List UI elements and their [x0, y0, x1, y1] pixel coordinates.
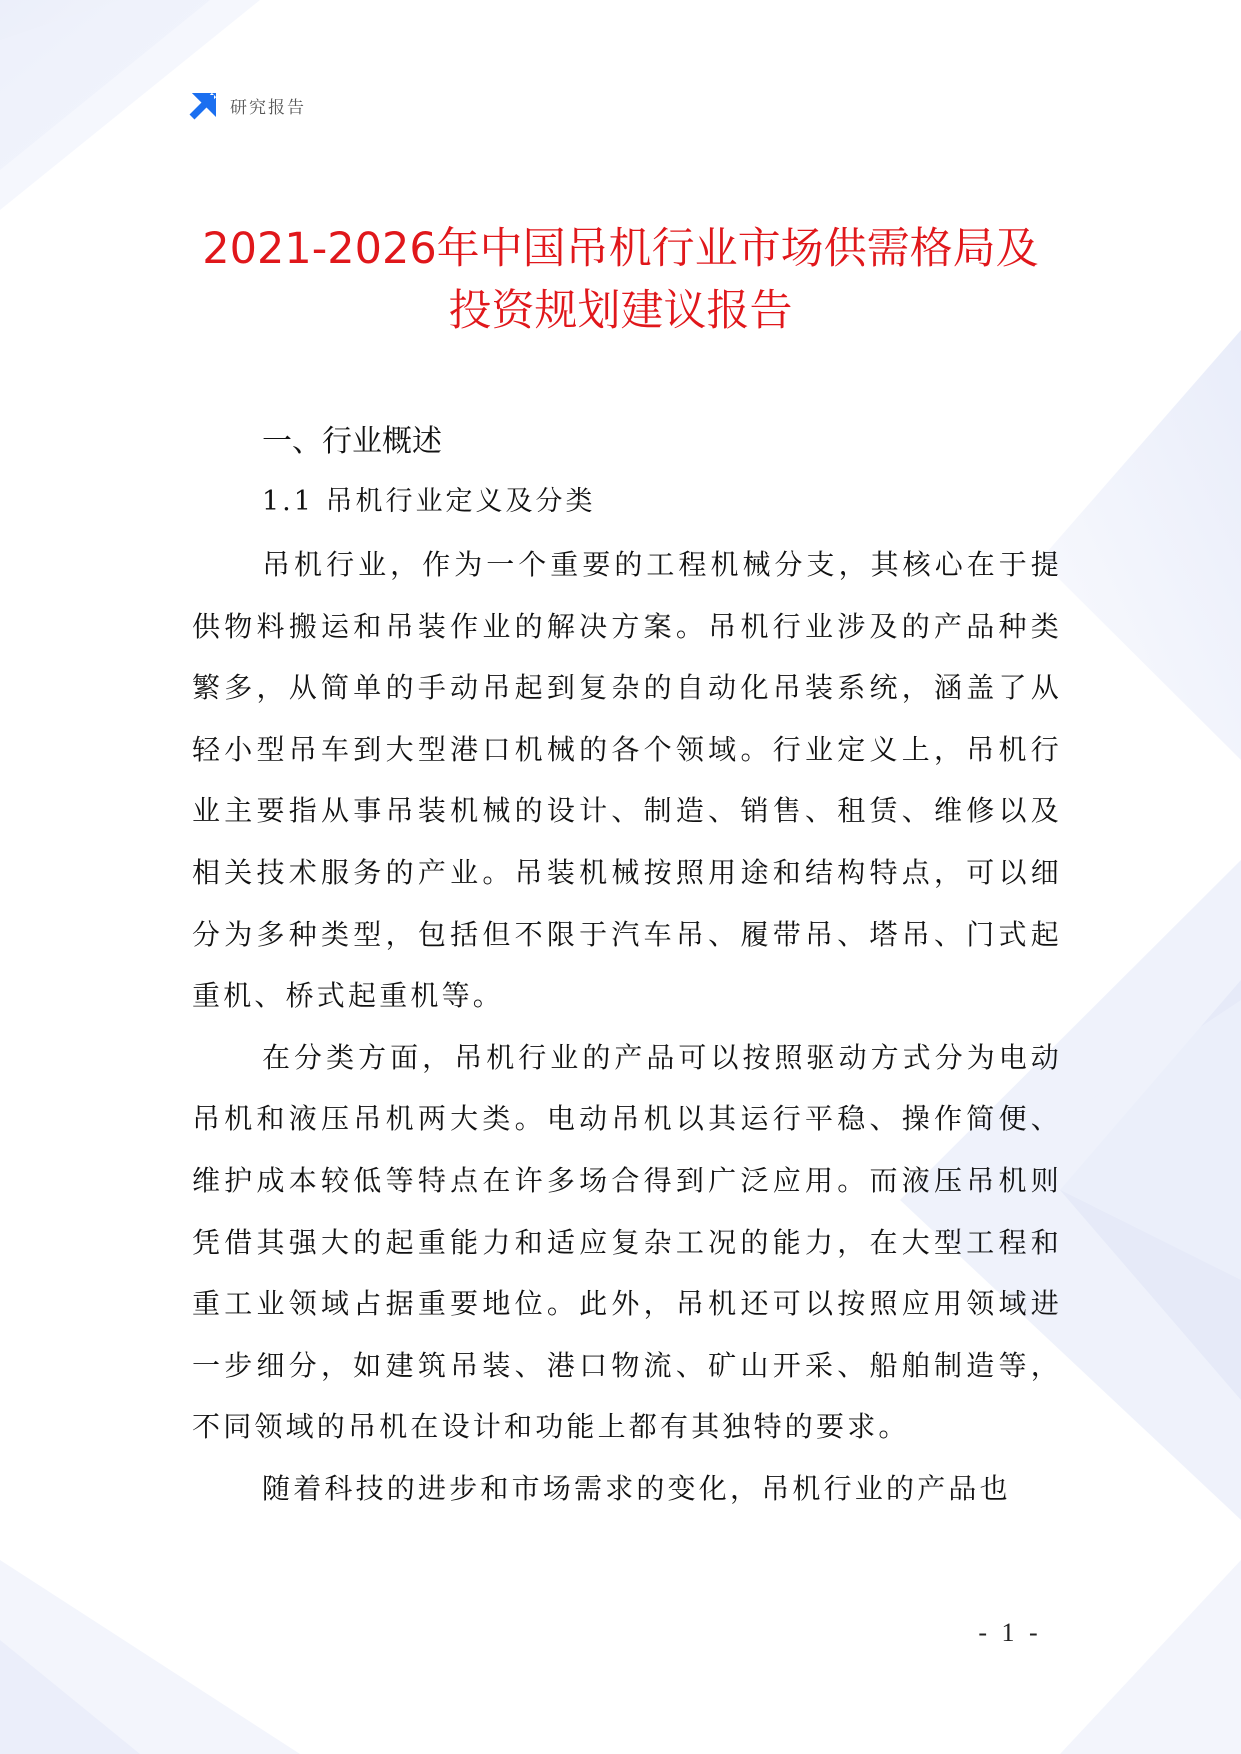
report-title	[120, 218, 1121, 342]
paragraph: 随着科技的进步和市场需求的变化，吊机行业的产品也	[262, 1471, 1011, 1505]
section-heading: 一、行业概述	[262, 424, 442, 459]
title-line-1: 2021-2026年中国吊机行业市场供需格局及	[202, 224, 1039, 274]
document-body	[192, 412, 1062, 1520]
report-header	[188, 88, 306, 122]
subsection-heading: 1.1 吊机行业定义及分类	[262, 486, 596, 517]
paragraph: 吊机行业，作为一个重要的工程机械分支，其核心在于提供物料搬运和吊装作业的解决方案。吊机行业涉及的产品种类繁多，从简单的手动吊起到复杂的自动化吊装系统，涵盖了从轻小型吊车到大型港口机械的各个领域。行业定义上，吊机行业主要指从事吊装机械的设计、制造、销售、租赁、维修以及相关技术服务的产业。吊装机械按照用途和结构特点，可以细分为多种类型，包括但不限于汽车吊、履带吊、塔吊、门式起重机、桥式起重机等。	[192, 548, 1062, 1013]
header-label: 研究报告	[230, 97, 306, 118]
paragraph: 在分类方面，吊机行业的产品可以按照驱动方式分为电动吊机和液压吊机两大类。电动吊机以其运行平稳、操作简便、维护成本较低等特点在许多场合得到广泛应用。而液压吊机则凭借其强大的起重能力和适应复杂工况的能力，在大型工程和重工业领域占据重要地位。此外，吊机还可以按照应用领域进一步细分，如建筑吊装、港口物流、矿山开采、船舶制造等，不同领域的吊机在设计和功能上都有其独特的要求。	[192, 1040, 1062, 1444]
page-number: - 1 -	[978, 1618, 1042, 1647]
title-line-2: 投资规划建议报告	[448, 286, 793, 336]
arrow-up-right-icon	[188, 89, 220, 121]
